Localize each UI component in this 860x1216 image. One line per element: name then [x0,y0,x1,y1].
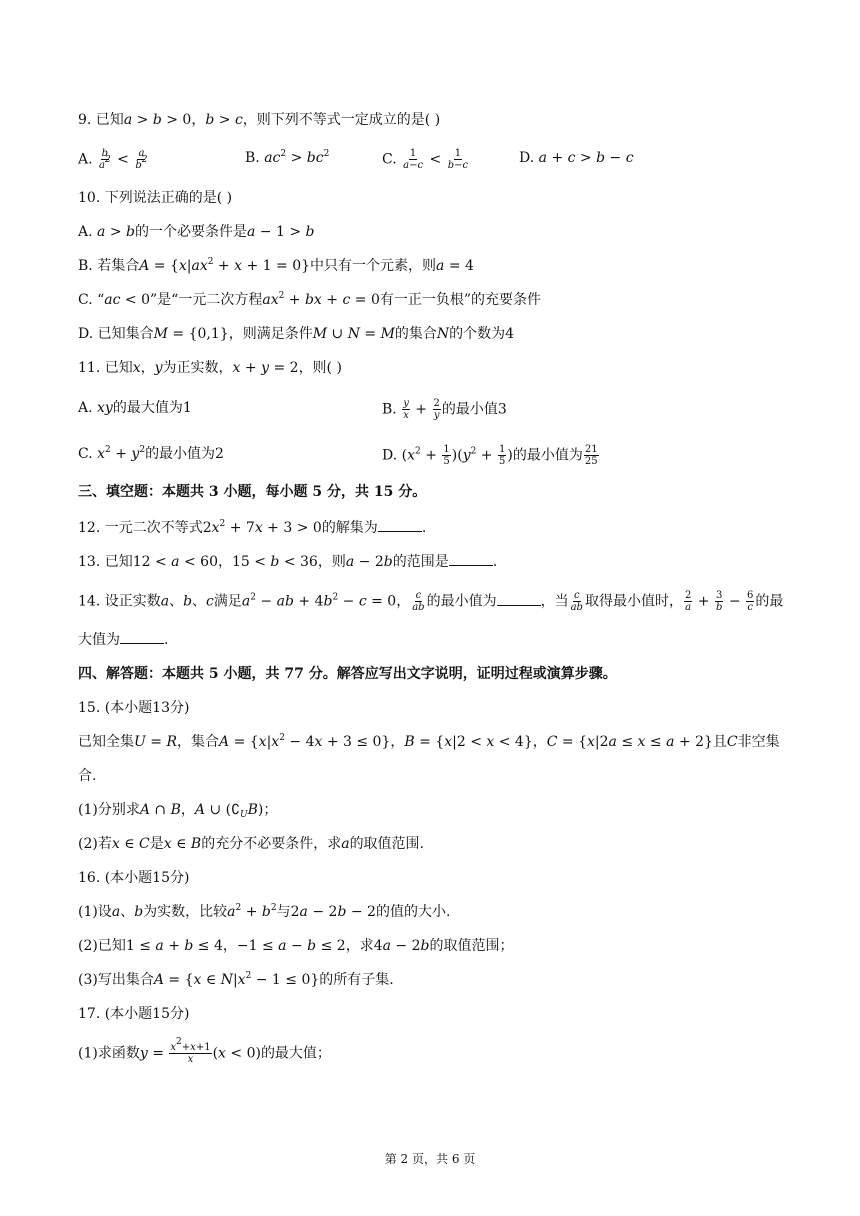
q13: 13. 已知12 < a < 60，15 < b < 36，则a − 2b的范围是 . [78,554,498,570]
q10-option-a: A. a > b的一个必要条件是a − 1 > b [78,224,315,240]
q16-part2: (2)已知1 ≤ a + b ≤ 4，−1 ≤ a − b ≤ 2，求4a − 2b的取值范围； [78,938,514,954]
q12: 12. 一元二次不等式$2x^2 + 7x + 3 > 0$的解集为 . [78,519,427,536]
q11-option-a: A. xy的最大值为1 [78,400,192,416]
answer-blank [497,593,541,606]
q15-head: 15. (本小题13分) [78,700,190,716]
q9-option-a: A. $\frac{b}{a^2}$ < $\frac{a}{b^2}$ [78,148,148,171]
q15-line1: 已知全集U = R，集合$A = \{x|x^2 - 4x + 3 \le 0\}$，B = {x|2 < x < 4}，C = {x|2a ≤ x ≤ a + 2}且C非空集 [78,733,780,750]
q14-line2: 大值为 . [78,632,169,648]
q17-part1: (1)求函数y = $\frac{x^2+x+1}{x}$ (x < 0)的最大值； [78,1037,331,1065]
q11-option-c: C. $x^2 + y^2$的最小值为2 [78,445,224,462]
q10-option-d: D. 已知集合M = {0,1}，则满足条件M ∪ N = M的集合N的个数为4 [78,326,515,342]
q15-part2: (2)若x ∈ C是x ∈ B的充分不必要条件，求a的取值范围. [78,836,425,852]
q16-part1: (1)设a、b为实数，比较$a^2 + b^2$与2a − 2b − 2的值的大小. [78,903,451,920]
page-footer: 第 2 页，共 6 页 [384,1152,476,1166]
q15-part1: (1)分别求A ∩ B，A ∪ $(∁_UB)$； [78,802,278,820]
q9-option-c: C. $\frac{1}{a-c}$ < $\frac{1}{b-c}$ [382,148,469,171]
q10-option-b: B. 若集合$A = \{x|ax^2 + x + 1 = 0\}$中只有一个元素，则a = 4 [78,257,474,274]
section-4-heading: 四、解答题：本题共 5 小题，共 77 分。解答应写出文字说明，证明过程或演算步骤。 [78,666,617,682]
q9-option-d: D. a + c > b − c [519,150,634,166]
q17-head: 17. (本小题15分) [78,1006,190,1022]
q11-option-b: B. $\frac{y}{x}$ + $\frac{2}{y}$ 的最小值3 [382,398,507,421]
q9-option-b: B. $ac^2 > bc^2$ [245,149,330,166]
q10-stem: 10. 下列说法正确的是( ) [78,190,233,206]
answer-blank [120,631,164,644]
q16-head: 16. (本小题15分) [78,870,190,886]
q15-line2: 合. [78,768,97,784]
q11-stem: 11. 已知x，y为正实数，x + y = 2，则( ) [78,360,342,376]
q10-option-c: C. “ac < 0”是“一元二次方程$ax^2$ + bx + c = 0有一正一负根”的充要条件 [78,291,542,308]
answer-blank [449,553,493,566]
section-3-heading: 三、填空题：本题共 3 小题，每小题 5 分，共 15 分。 [78,484,427,500]
q9-stem: 9. 已知a > b > 0，b > c，则下列不等式一定成立的是( ) [78,112,441,128]
answer-blank [378,519,422,532]
q16-part3: (3)写出集合A = {x ∈ $N|x^2 - 1 \le 0$}的所有子集. [78,971,394,988]
q11-option-d: D. ($x^2$ + $\frac{1}{5}$ )($y^2$ + $\frac{1}{5}$ )的最小值为 $\frac{21}{25}$ [382,444,598,467]
q14-line1: 14. 设正实数a、b、c满足$a^2$ − ab + $4b^2 - c = 0$， $\frac{c}{ab}$ 的最小值为 ，当 $\frac{c}{ab}$ 取得最小值时， $\frac{2}{a}$ + $\frac{3}{b}$ − $\frac{6}{c}$ 的最 [78,590,784,613]
